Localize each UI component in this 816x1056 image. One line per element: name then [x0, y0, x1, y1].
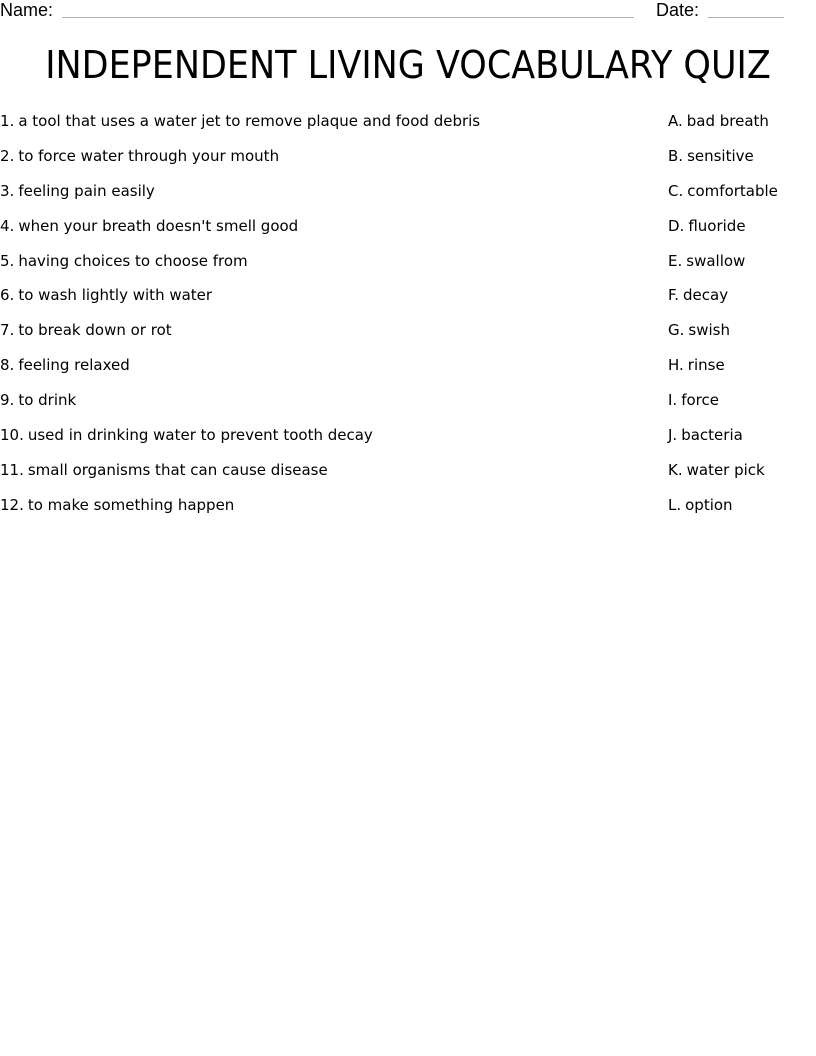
answer-item [668, 285, 728, 305]
answer-item [668, 251, 745, 271]
answer-text: decay [683, 286, 729, 305]
answer-letter: D. [668, 216, 685, 235]
answer-item [668, 460, 765, 480]
question-text: a tool that uses a water jet to remove plaque and food debris [18, 112, 481, 130]
answer-item [668, 355, 725, 375]
question-item [0, 285, 212, 305]
answer-text: option [685, 495, 733, 514]
answer-letter: I. [668, 391, 678, 410]
answer-item [668, 320, 730, 340]
question-item [0, 425, 373, 445]
quiz-row [0, 390, 816, 425]
name-label: Name: [0, 0, 54, 20]
question-number: 9. [0, 391, 15, 410]
quiz-row [0, 355, 816, 390]
question-text: small organisms that can cause disease [27, 460, 328, 479]
question-item [0, 251, 248, 271]
answer-text: water pick [686, 460, 765, 479]
quiz-row [0, 251, 816, 286]
answer-letter: E. [668, 251, 683, 270]
answer-item [668, 111, 769, 131]
header-row [0, 0, 816, 24]
question-text: having choices to choose from [18, 251, 248, 270]
quiz-row [0, 285, 816, 320]
date-field-line[interactable] [708, 17, 784, 18]
question-number: 7. [0, 321, 15, 340]
answer-item [668, 146, 754, 166]
answer-text: swish [688, 321, 730, 340]
question-text: to force water through your mouth [18, 146, 280, 165]
question-number: 12. [0, 495, 24, 514]
answer-text: bacteria [681, 426, 743, 445]
answer-text: rinse [687, 356, 725, 375]
question-text: to break down or rot [18, 321, 172, 340]
answer-item [668, 425, 743, 445]
quiz-row [0, 460, 816, 495]
answer-letter: K. [668, 460, 683, 479]
question-text: feeling relaxed [18, 356, 130, 375]
quiz-row [0, 320, 816, 355]
question-item [0, 355, 130, 375]
answer-letter: F. [668, 286, 679, 305]
question-item [0, 111, 480, 131]
answer-item [668, 216, 746, 236]
quiz-row [0, 495, 816, 530]
question-item [0, 390, 76, 410]
answer-text: force [681, 391, 719, 410]
question-item [0, 495, 234, 515]
question-number: 8. [0, 356, 15, 375]
question-text: used in drinking water to prevent tooth decay [27, 426, 373, 445]
question-text: feeling pain easily [18, 181, 155, 200]
quiz-row [0, 146, 816, 181]
answer-letter: B. [668, 146, 684, 165]
question-item [0, 216, 298, 236]
quiz-row [0, 216, 816, 251]
question-number: 2. [0, 146, 15, 165]
question-number: 5. [0, 251, 15, 270]
answer-text: swallow [686, 251, 746, 270]
answer-letter: J. [668, 426, 678, 445]
answer-letter: A. [668, 112, 683, 130]
answer-letter: H. [668, 356, 684, 375]
quiz-row [0, 425, 816, 460]
question-number: 4. [0, 216, 15, 235]
question-item [0, 320, 172, 340]
question-text: to wash lightly with water [18, 286, 213, 305]
quiz-row [0, 111, 816, 146]
question-text: when your breath doesn't smell good [18, 216, 299, 235]
question-item [0, 181, 155, 201]
answer-text: bad breath [686, 112, 769, 130]
question-number: 10. [0, 426, 24, 445]
page-title: INDEPENDENT LIVING VOCABULARY QUIZ [45, 43, 771, 87]
quiz-list [0, 111, 816, 530]
answer-item [668, 390, 719, 410]
question-number: 11. [0, 460, 24, 479]
question-item [0, 460, 328, 480]
answer-letter: G. [668, 321, 685, 340]
quiz-row [0, 181, 816, 216]
name-field-line[interactable] [62, 17, 634, 18]
question-text: to drink [18, 391, 77, 410]
date-label: Date: [656, 0, 700, 20]
answer-item [668, 181, 778, 201]
answer-text: sensitive [687, 146, 754, 165]
question-item [0, 146, 279, 166]
question-number: 6. [0, 286, 15, 305]
answer-letter: L. [668, 495, 682, 514]
answer-item [668, 495, 733, 515]
question-text: to make something happen [27, 495, 235, 514]
question-number: 1. [0, 112, 15, 130]
answer-text: comfortable [687, 181, 778, 200]
answer-letter: C. [668, 181, 684, 200]
question-number: 3. [0, 181, 15, 200]
answer-text: fluoride [688, 216, 746, 235]
